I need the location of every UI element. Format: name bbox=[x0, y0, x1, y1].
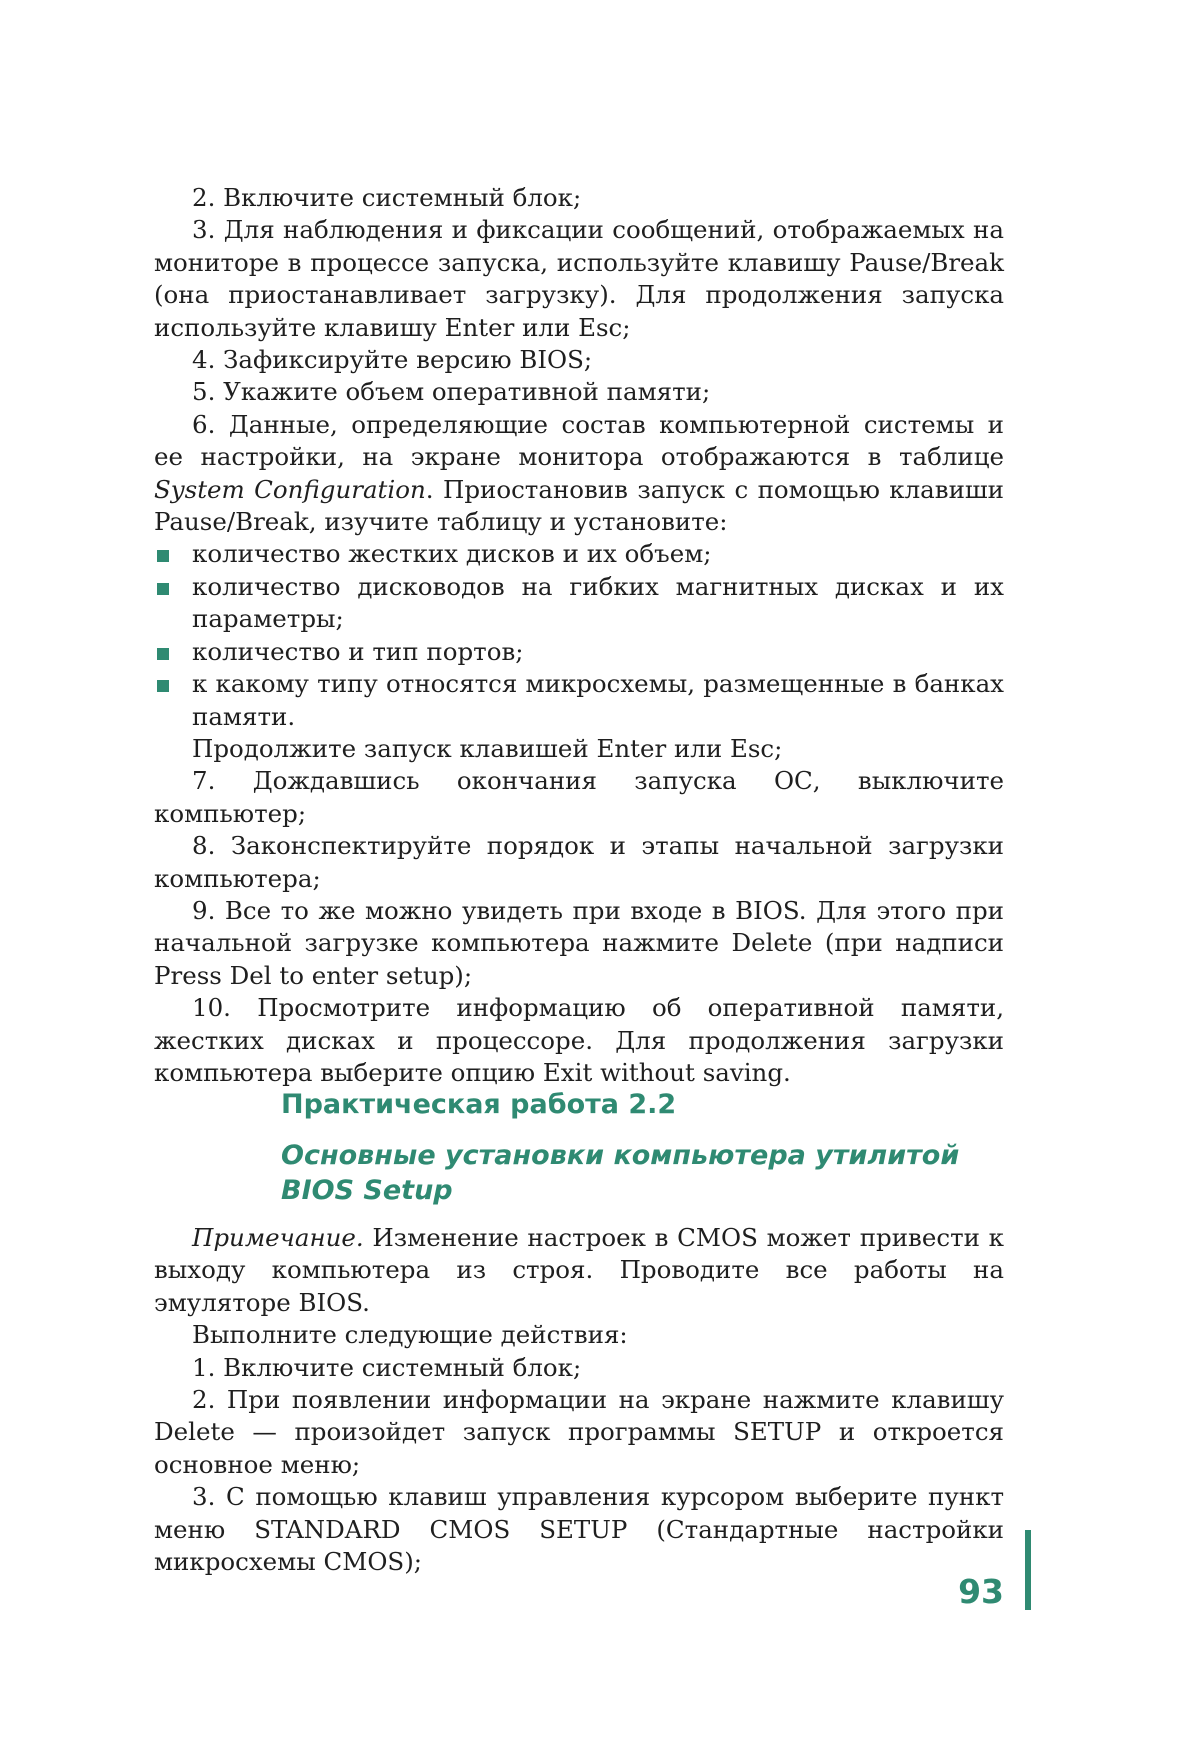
step-8: 8. Законспектируйте порядок и этапы начальной загрузки компьютера; bbox=[154, 831, 1004, 893]
bullet-square-icon bbox=[157, 648, 169, 660]
page-number-rule bbox=[1025, 1530, 1031, 1610]
step-4: 4. Зафиксируйте версию BIOS; bbox=[192, 345, 593, 375]
list-item-text: количество и тип портов; bbox=[192, 636, 524, 666]
action-step-3: 3. С помощью клавиш управления курсором выберите пункт меню STANDARD CMOS SETUP (Стандартные настройки микросхемы CMOS); bbox=[154, 1482, 1004, 1577]
continue-instruction: Продолжите запуск клавишей Enter или Esc; bbox=[192, 733, 783, 763]
action-step-2: 2. При появлении информации на экране нажмите клавишу Delete — произойдет запуск программы SETUP и откроется основное меню; bbox=[154, 1385, 1004, 1479]
step-2: 2. Включите системный блок; bbox=[192, 183, 582, 212]
note-text: Изменение настроек в CMOS может привести к выходу компьютера из строя. Проводите все работы на эмуляторе BIOS. bbox=[154, 1223, 1004, 1317]
list-item-text: количество дисководов на гибких магнитных дисках и их параметры; bbox=[192, 571, 1004, 634]
actions-intro: Выполните следующие действия: bbox=[192, 1320, 628, 1350]
bullet-square-icon bbox=[157, 583, 169, 595]
list-item bbox=[192, 571, 1004, 636]
practical-work-body bbox=[154, 1222, 1004, 1578]
subtitle-line-2: BIOS Setup bbox=[281, 1175, 453, 1206]
list-item bbox=[192, 636, 1004, 668]
list-item-text: к какому типу относятся микросхемы, размещенные в банках памяти. bbox=[192, 669, 1004, 731]
step-6 bbox=[154, 409, 1004, 539]
system-configuration-term: System Configuration bbox=[154, 474, 426, 504]
step-6-text-end: . Приостановив запуск с помощью клавиши Pause/Break, изучите таблицу и установите: bbox=[154, 474, 1005, 537]
list-item bbox=[192, 668, 1004, 733]
step-3: 3. Для наблюдения и фиксации сообщений, отображаемых на мониторе в процессе запуска, используйте клавишу Pause/Break (она приостанавливает загрузку). Для продолжения запуска используйте клавишу Enter или Esc; bbox=[154, 215, 1004, 342]
procedure-steps bbox=[154, 182, 1004, 1089]
practical-work-subtitle bbox=[281, 1138, 1001, 1208]
note-label: Примечание. bbox=[192, 1223, 364, 1252]
step-5: 5. Укажите объем оперативной памяти; bbox=[192, 377, 711, 407]
bullet-square-icon bbox=[157, 680, 169, 692]
note bbox=[154, 1222, 1004, 1319]
action-step-1: 1. Включите системный блок; bbox=[192, 1352, 582, 1382]
practical-work-title: Практическая работа 2.2 bbox=[281, 1089, 677, 1120]
page-number: 93 bbox=[958, 1572, 1004, 1611]
bullet-list bbox=[154, 538, 1004, 732]
step-10: 10. Просмотрите информацию об оперативной памяти, жестких дисках и процессоре. Для продолжения загрузки компьютера выберите опцию Exit without saving. bbox=[154, 993, 1004, 1087]
subtitle-line-1: Основные установки компьютера утилитой bbox=[281, 1140, 960, 1171]
list-item-text: количество жестких дисков и их объем; bbox=[192, 539, 712, 569]
step-9: 9. Все то же можно увидеть при входе в BIOS. Для этого при начальной загрузке компьютера нажмите Delete (при надписи Press Del to enter setup); bbox=[154, 895, 1004, 990]
step-6-text: 6. Данные, определяющие состав компьютерной системы и ее настройки, на экране монитора отображаются в таблице bbox=[154, 409, 1004, 472]
list-item bbox=[192, 538, 1004, 570]
bullet-square-icon bbox=[157, 550, 169, 562]
step-7: 7. Дождавшись окончания запуска ОС, выключите компьютер; bbox=[154, 766, 1004, 828]
